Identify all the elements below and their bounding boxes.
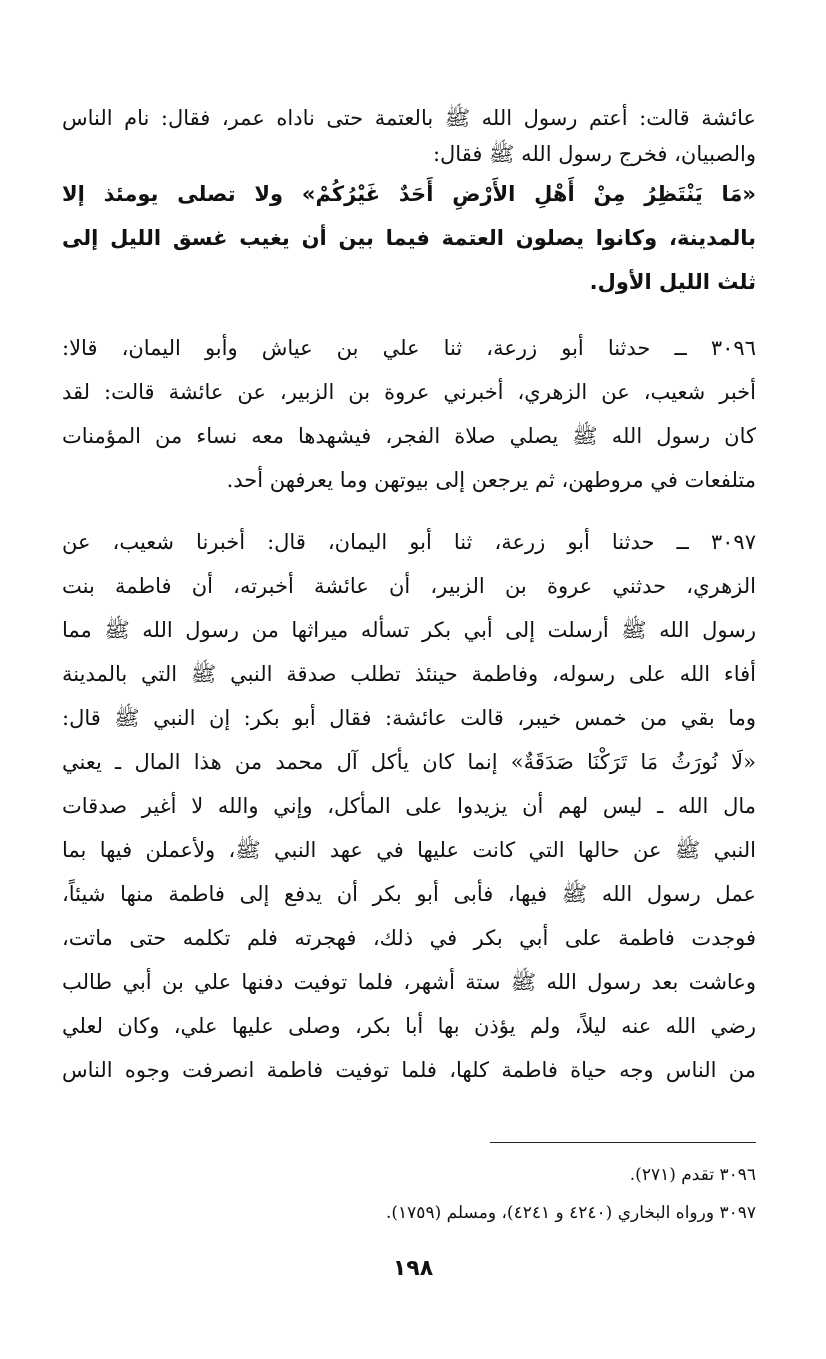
text-line: أخبر شعيب، عن الزهري، أخبرني عروة بن الزبير، عن عائشة قالت: لقد (62, 380, 756, 404)
text-line: بالمدينة، وكانوا يصلون العتمة فيما بين أن يغيب غسق الليل إلى (62, 226, 756, 250)
hadith-3097 (62, 520, 756, 1092)
text-line: رضي الله عنه ليلاً، ولم يؤذن بها أبا بكر، وصلى عليها علي، وكان لعلي (62, 1014, 756, 1038)
footnote-3096: ٣٠٩٦ تقدم (٢٧١). (629, 1165, 756, 1185)
text-line: رسول الله ﷺ أرسلت إلى أبي بكر تسأله ميراثها من رسول الله ﷺ مما (62, 618, 756, 642)
text-line: النبي ﷺ عن حالها التي كانت عليها في عهد النبي ﷺ، ولأعملن فيها بما (62, 838, 756, 862)
text-line: كان رسول الله ﷺ يصلي صلاة الفجر، فيشهدها معه نساء من المؤمنات (62, 424, 756, 448)
page-number: ١٩٨ (392, 1256, 434, 1281)
text-line: عمل رسول الله ﷺ فيها، فأبى أبو بكر أن يدفع إلى فاطمة منها شيئاً، (62, 882, 756, 906)
text-line: متلفعات في مروطهن، ثم يرجعن إلى بيوتهن وما يعرفهن أحد. (226, 468, 756, 492)
hadith-3096 (62, 326, 756, 502)
text-line: وما بقي من خمس خيبر، قالت عائشة: فقال أبو بكر: إن النبي ﷺ قال: (62, 706, 756, 730)
text-line: والصبيان، فخرج رسول الله ﷺ فقال: (432, 142, 756, 166)
bold-hadith-text (62, 172, 756, 304)
text-line: الزهري، حدثني عروة بن الزبير، أن عائشة أخبرته، أن فاطمة بنت (62, 574, 756, 598)
text-line: وعاشت بعد رسول الله ﷺ ستة أشهر، فلما توفيت دفنها علي بن أبي طالب (62, 970, 756, 994)
page-body (62, 100, 756, 1112)
text-line: من الناس وجه حياة فاطمة كلها، فلما توفيت فاطمة انصرفت وجوه الناس (62, 1058, 756, 1082)
text-line: فوجدت فاطمة على أبي بكر في ذلك، فهجرته فلم تكلمه حتى ماتت، (62, 926, 756, 950)
text-line: ٣٠٩٦ ــ حدثنا أبو زرعة، ثنا علي بن عياش وأبو اليمان، قالا: (62, 336, 756, 360)
footnote-separator (490, 1142, 756, 1143)
text-line: ٣٠٩٧ ــ حدثنا أبو زرعة، ثنا أبو اليمان، قال: أخبرنا شعيب، عن (62, 530, 756, 554)
text-line: «مَا يَنْتَظِرُ مِنْ أَهْلِ الأَرْضِ أَحَدٌ غَيْرُكُمْ» ولا تصلى يومئذ إلا (62, 182, 756, 206)
footnote-3097: ٣٠٩٧ ورواه البخاري (٤٢٤٠ و ٤٢٤١)، ومسلم (١٧٥٩). (386, 1203, 756, 1223)
text-line: «لَا نُورَثُ مَا تَرَكْنَا صَدَقَةٌ» إنما كان يأكل آل محمد من هذا المال ـ يعني (62, 750, 756, 774)
text-line: عائشة قالت: أعتم رسول الله ﷺ بالعتمة حتى ناداه عمر، فقال: نام الناس (62, 106, 756, 130)
text-line: مال الله ـ ليس لهم أن يزيدوا على المأكل، وإني والله لا أغير صدقات (62, 794, 756, 818)
paragraph-continuation (62, 100, 756, 172)
footnotes (196, 1156, 756, 1232)
text-line: أفاء الله على رسوله، وفاطمة حينئذ تطلب صدقة النبي ﷺ التي بالمدينة (62, 662, 756, 686)
text-line: ثلث الليل الأول. (589, 270, 756, 294)
